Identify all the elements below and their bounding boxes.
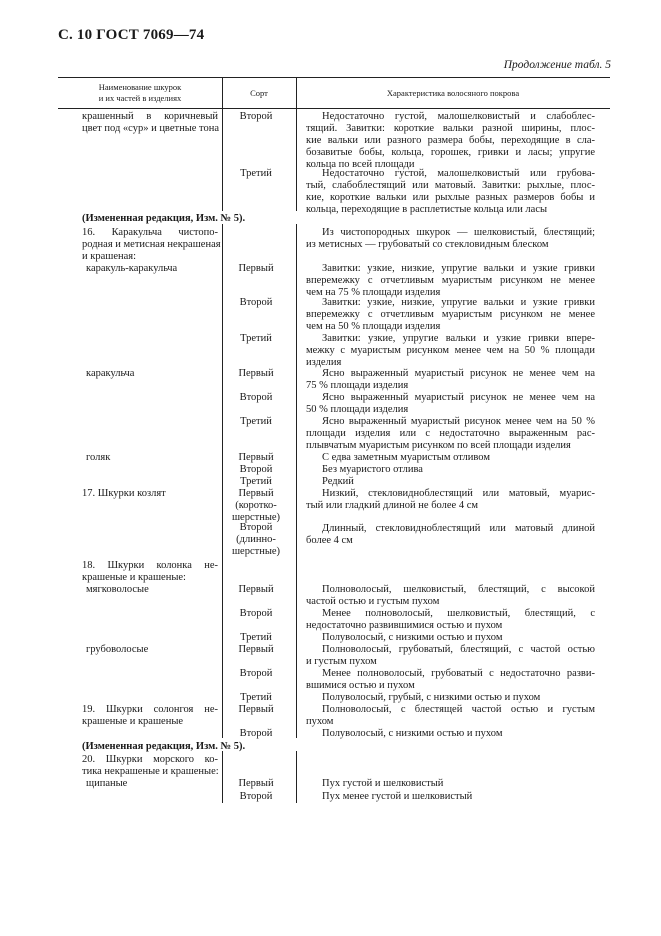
characteristic-line: пухом	[306, 716, 334, 727]
characteristic-line: частой остью и густым пухом	[306, 596, 440, 607]
characteristic-line: чем на 50 % площади изделия	[306, 321, 441, 332]
characteristic-line: вперемежку с отчетливым муаристым рисунком не менее	[306, 275, 595, 286]
characteristic-line: Без муаристого отлива	[322, 464, 423, 475]
characteristic-line: тящий. Завитки: короткие вальки разной ширины, плос-	[306, 123, 595, 134]
characteristic-line: Менее полноволосый, грубоватый с недостаточно разви-	[322, 668, 595, 679]
grade-cell: (длинно-	[236, 534, 276, 545]
amendment-note: (Измененная редакция, Изм. № 5).	[82, 741, 246, 752]
characteristic-line: Полуволосый, грубый, с низкими остью и пухом	[322, 692, 541, 703]
grade-cell: (коротко-	[235, 500, 277, 511]
characteristic-line: бозавитые бобы, кольца, горошек, гривки и ласы; упругие	[306, 147, 595, 158]
characteristic-line: вшимися остью и пухом	[306, 680, 415, 691]
grade-cell: Первый	[238, 778, 274, 789]
item-name-line: цвет под «сур» и цветные тона	[82, 123, 220, 134]
characteristic-line: Завитки: узкие, низкие, упругие вальки и узкие гривки	[322, 297, 595, 308]
characteristic-line: Полноволосый, с блестящей частой остью и густым	[322, 704, 595, 715]
grade-cell: Второй	[239, 464, 273, 475]
grade-cell: Второй	[239, 392, 273, 403]
column-header-characteristic: Характеристика волосяного покрова	[386, 88, 520, 98]
characteristic-line: межку с муаристым рисунком менее чем на 50 % площади	[306, 345, 595, 356]
grade-cell: Третий	[240, 168, 272, 179]
characteristic-line: и густым пухом	[306, 656, 377, 667]
characteristic-line: кольца по всей площади	[306, 159, 415, 170]
characteristic-line: Ясно выраженный муаристый рисунок менее чем на 50 %	[322, 416, 595, 427]
grade-cell: Первый	[238, 263, 274, 274]
grade-cell: Второй	[239, 111, 273, 122]
subitem-label: щипаные	[86, 778, 128, 789]
characteristic-line: тый или гладкий длиной не более 4 см	[306, 500, 479, 511]
column-header-name: Наименование шкурок и их частей в изделиях	[98, 82, 182, 103]
characteristic-line: из метисных — грубоватый со стекловидным блеском	[306, 239, 549, 250]
subitem-label: голяк	[86, 452, 111, 463]
grade-cell: Первый	[238, 452, 274, 463]
characteristic-line: Полуволосый, с низкими остью и пухом	[322, 728, 503, 739]
characteristic-line: Полноволосый, грубоватый, блестящий, с частой остью	[322, 644, 595, 655]
subitem-label: грубоволосые	[86, 644, 149, 655]
characteristic-line: 75 % площади изделия	[306, 380, 409, 391]
characteristic-line: Пух менее густой и шелковистый	[322, 791, 473, 802]
grade-cell: Второй	[239, 297, 273, 308]
characteristic-line: изделия	[306, 357, 342, 368]
characteristic-line: Недостаточно густой, малошелковистый или грубова-	[322, 168, 595, 179]
characteristic-line: кие вальки или разного размера бобы, переходящие в сла-	[306, 135, 595, 146]
subitem-label: каракульча	[86, 368, 135, 379]
characteristic-line: Завитки: узкие, упругие вальки и узкие гривки впере-	[322, 333, 595, 344]
column-divider-2-body	[296, 108, 297, 211]
grade-cell: Второй	[239, 522, 273, 533]
characteristic-line: кие, короткие вальки или рыхлые разных размеров бобы и	[306, 192, 595, 203]
table-header-rule	[58, 108, 610, 109]
characteristic-line: кольца, переходящие в расплетистые кольца или ласы	[306, 204, 548, 215]
subitem-label: мягковолосые	[86, 584, 149, 595]
item-title-line: 18. Шкурки колонка не-	[82, 560, 218, 571]
characteristic-line: Ясно выраженный муаристый рисунок не менее чем на	[322, 392, 595, 403]
characteristic-line: Ясно выраженный муаристый рисунок не менее чем на	[322, 368, 595, 379]
grade-cell: Первый	[238, 368, 274, 379]
item-title-line: 20. Шкурки морского ко-	[82, 754, 218, 765]
table-top-rule	[58, 77, 610, 78]
item-title-line: 17. Шкурки козлят	[82, 488, 166, 499]
characteristic-line: вперемежку с отчетливым муаристым рисунком не менее	[306, 309, 595, 320]
characteristic-line: Редкий	[322, 476, 354, 487]
grade-cell: Второй	[239, 791, 273, 802]
column-divider-2-body	[296, 224, 297, 738]
characteristic-line: более 4 см	[306, 535, 353, 546]
amendment-note: (Измененная редакция, Изм. № 5).	[82, 213, 246, 224]
page-header: С. 10 ГОСТ 7069—74	[58, 27, 205, 43]
characteristic-line: Завитки: узкие, низкие, упругие вальки и узкие гривки	[322, 263, 595, 274]
grade-cell: шерстные)	[231, 512, 281, 523]
grade-cell: Третий	[240, 416, 272, 427]
characteristic-line: тый, слабоблестящий или матовый. Завитки: рыхлые, плос-	[306, 180, 595, 191]
characteristic-line: Из чистопородных шкурок — шелковистый, блестящий;	[322, 227, 595, 238]
characteristic-line: 50 % площади изделия	[306, 404, 409, 415]
grade-cell: Первый	[238, 584, 274, 595]
grade-cell: Второй	[239, 668, 273, 679]
item-title-line: крашеные и крашеные	[82, 716, 184, 727]
item-title-line: 16. Каракульча чистопо-	[82, 227, 218, 238]
item-title-line: крашеные и крашеные:	[82, 572, 186, 583]
column-divider-2-body	[296, 751, 297, 803]
characteristic-line: Длинный, стекловидноблестящий или матовый длиной	[322, 523, 595, 534]
subitem-label: каракуль-каракульча	[86, 263, 178, 274]
characteristic-line: Полноволосый, шелковистый, блестящий, с высокой	[322, 584, 595, 595]
characteristic-line: Полуволосый, с низкими остью и пухом	[322, 632, 503, 643]
characteristic-line: недостаточно развившимися остью и пухом	[306, 620, 503, 631]
column-header-sort: Сорт	[250, 88, 268, 98]
grade-cell: Третий	[240, 632, 272, 643]
characteristic-line: Менее полноволосый, шелковистый, блестящий, с	[322, 608, 595, 619]
grade-cell: Первый	[238, 488, 274, 499]
grade-cell: Первый	[238, 644, 274, 655]
grade-cell: Третий	[240, 692, 272, 703]
column-divider-1-body	[222, 108, 223, 211]
characteristic-line: плывчатым муаристым рисунком по всей площади изделия	[306, 440, 571, 451]
characteristic-line: Недостаточно густой, малошелковистый и слабоблес-	[322, 111, 595, 122]
item-title-line: и крашеная:	[82, 251, 137, 262]
characteristic-line: Низкий, стекловиднoблестящий или матовый, муарис-	[322, 488, 595, 499]
characteristic-line: С едва заметным муаристым отливом	[322, 452, 490, 463]
grade-cell: Третий	[240, 476, 272, 487]
grade-cell: Третий	[240, 333, 272, 344]
item-title-line: родная и метисная некрашеная	[82, 239, 221, 250]
characteristic-line: чем на 75 % площади изделия	[306, 287, 441, 298]
item-title-line: 19. Шкурки солонгоя не-	[82, 704, 218, 715]
grade-cell: шерстные)	[231, 546, 281, 557]
grade-cell: Второй	[239, 608, 273, 619]
characteristic-line: Пух густой и шелковистый	[322, 778, 444, 789]
grade-cell: Первый	[238, 704, 274, 715]
item-title-line: тика некрашеные и крашеные:	[82, 766, 219, 777]
table-continuation-label: Продолжение табл. 5	[503, 59, 611, 71]
grade-cell: Второй	[239, 728, 273, 739]
characteristic-line: площади изделия или с недостаточно выраженным рас-	[306, 428, 595, 439]
item-name-line: крашенный в коричневый	[82, 111, 218, 122]
